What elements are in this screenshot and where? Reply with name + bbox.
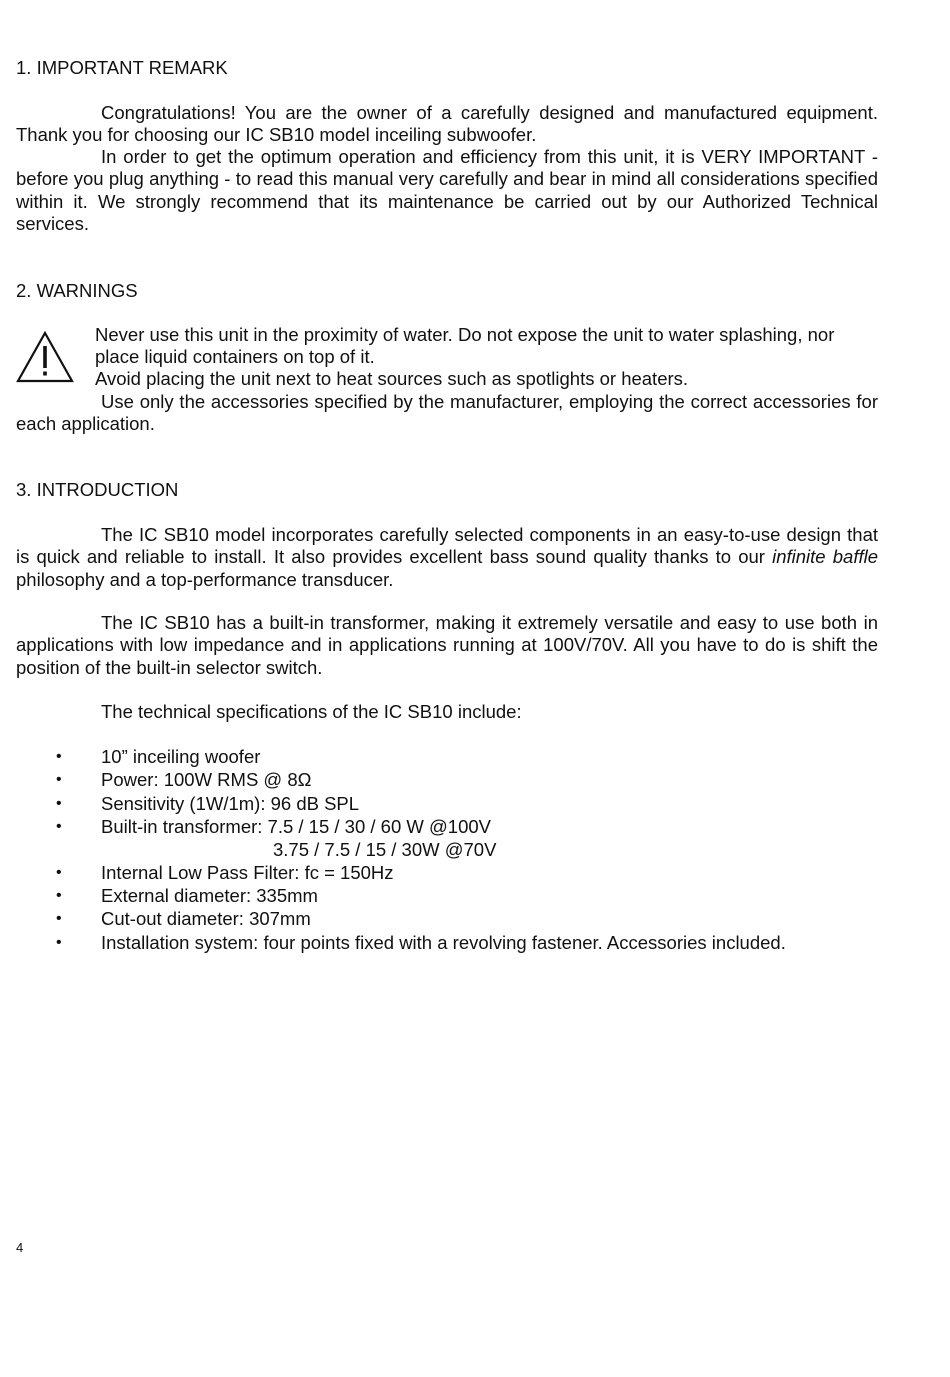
- spec-item-installation-system: [16, 931, 878, 954]
- bullet-glyph: •: [56, 910, 62, 928]
- intro-paragraph-1-emphasis: infinite baffle: [772, 546, 878, 568]
- section-heading-important-remark: 1. IMPORTANT REMARK: [16, 57, 228, 78]
- section-heading-warnings: 2. WARNINGS: [16, 280, 138, 301]
- spec-item-sensitivity: [16, 792, 878, 815]
- bullet-glyph: •: [56, 794, 62, 812]
- warning-water: Never use this unit in the proximity of water. Do not expose the unit to water splashing, nor place liquid containers on top of it.: [95, 324, 835, 368]
- spec-text: Power: 100W RMS @ 8Ω: [101, 769, 312, 791]
- bullet-glyph: •: [56, 886, 62, 904]
- spec-text: Cut-out diameter: 307mm: [101, 908, 311, 930]
- spec-item-low-pass-filter: [16, 861, 878, 884]
- spec-text: Internal Low Pass Filter: fc = 150Hz: [101, 861, 394, 883]
- spec-text: Built-in transformer: 7.5 / 15 / 30 / 60 W @100V: [101, 816, 491, 838]
- spec-item-cutout-diameter: [16, 907, 878, 930]
- bullet-glyph: •: [56, 818, 62, 836]
- spec-text: Sensitivity (1W/1m): 96 dB SPL: [101, 792, 360, 814]
- intro-paragraph-1-text-b: philosophy and a top-performance transducer.: [16, 568, 394, 590]
- warning-heat: Avoid placing the unit next to heat sources such as spotlights or heaters.: [95, 368, 689, 389]
- warning-triangle-icon: [16, 330, 74, 384]
- bullet-glyph: •: [56, 863, 62, 881]
- spec-text: 10” inceiling woofer: [101, 746, 261, 767]
- intro-paragraph-3: The technical specifications of the IC SB10 include:: [101, 701, 522, 722]
- section-heading-introduction: 3. INTRODUCTION: [16, 479, 179, 500]
- spec-item-external-diameter: [16, 884, 878, 907]
- bullet-glyph: •: [56, 771, 62, 789]
- intro-paragraph-2: The IC SB10 has a built-in transformer, making it extremely versatile and easy to use both in applications with low impedance and in applications running at 100V/70V. All you have to do is shift the position of the built-in selector switch.: [16, 612, 878, 678]
- spec-item-transformer: [16, 815, 878, 838]
- intro-paragraph-1-text-a: The IC SB10 model incorporates carefully selected components in an easy-to-use design that is quick and reliable to install. It also provides excellent bass sound quality thanks to our: [16, 524, 878, 568]
- spec-text: Installation system: four points fixed with a revolving fastener. Accessories included.: [101, 931, 786, 953]
- remark-paragraph-1: Congratulations! You are the owner of a carefully designed and manufactured equipment. Thank you for choosing our IC SB10 model inceiling subwoofer.: [16, 102, 878, 146]
- spec-item-power: [16, 768, 878, 791]
- warning-accessories: Use only the accessories specified by the manufacturer, employing the correct accessories for each application.: [16, 391, 878, 435]
- spec-text: External diameter: 335mm: [101, 884, 318, 906]
- bullet-glyph: •: [56, 748, 62, 765]
- bullet-glyph: •: [56, 933, 62, 951]
- remark-paragraph-2: In order to get the optimum operation and efficiency from this unit, it is VERY IMPORTANT - before you plug anything - to read this manual very carefully and bear in mind all considerations specified within it. We strongly recommend that its maintenance be carried out by our Authorized Technical services.: [16, 146, 878, 234]
- spec-item-woofer: [16, 745, 878, 768]
- page-number: 4: [16, 1240, 24, 1255]
- spec-item-transformer-70v: 3.75 / 7.5 / 15 / 30W @70V: [273, 838, 497, 860]
- intro-paragraph-1: [16, 524, 878, 591]
- spec-list: [16, 745, 878, 954]
